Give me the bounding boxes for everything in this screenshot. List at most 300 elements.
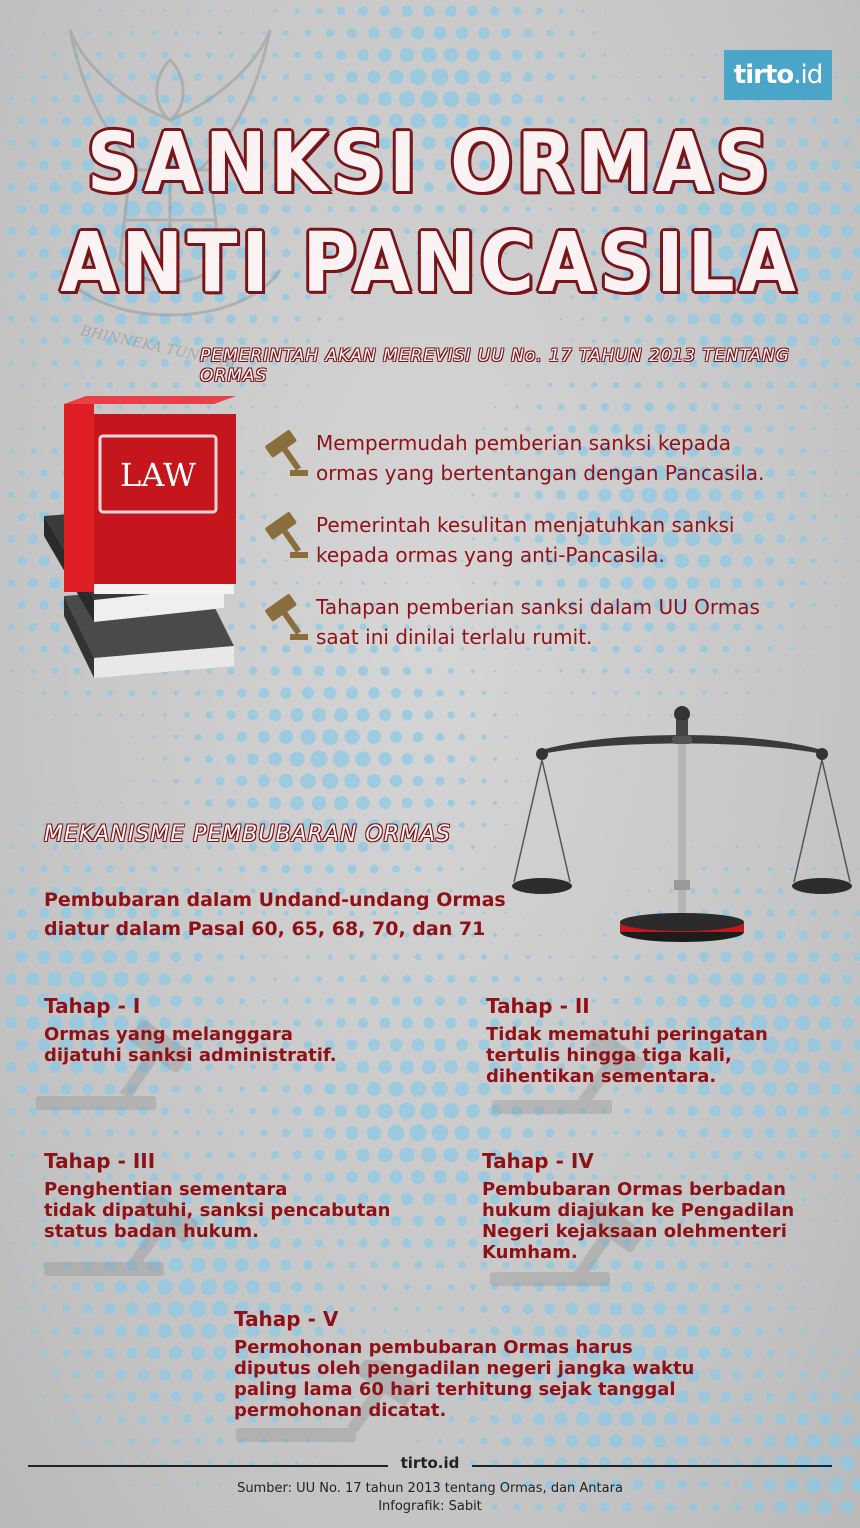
halftone-dot [106,1393,114,1401]
halftone-dot [125,950,138,963]
halftone-dot [731,489,743,501]
halftone-dot [173,1130,179,1136]
halftone-dot [62,865,70,873]
halftone-dot [742,335,753,346]
halftone-dot [712,96,718,102]
halftone-dot [371,954,377,960]
halftone-dot [847,1287,848,1288]
halftone-dot [54,10,56,12]
halftone-dot [22,1441,23,1442]
halftone-dot [31,1241,36,1246]
halftone-dot [410,69,427,86]
halftone-dot [196,867,201,872]
halftone-dot [546,73,554,81]
halftone-dot [592,691,596,695]
halftone-dot [250,1108,256,1114]
halftone-dot [403,975,411,983]
halftone-dot [393,954,400,961]
halftone-dot [470,800,476,806]
halftone-dot [163,713,167,717]
halftone-dot [69,971,85,987]
halftone-dot [8,316,14,322]
halftone-dot [648,54,649,55]
halftone-dot [489,93,502,106]
halftone-dot [358,6,368,16]
halftone-dot [587,1434,600,1447]
halftone-dot [624,668,630,674]
halftone-dot [436,733,445,742]
halftone-dot [413,732,424,743]
stage-4 [482,1149,852,1263]
halftone-dot [19,470,25,476]
halftone-dot [853,1084,860,1093]
halftone-dot [857,868,860,871]
halftone-dot [775,1105,787,1117]
halftone-dot [846,1330,848,1332]
halftone-dot [709,577,720,588]
halftone-dot [568,1129,575,1136]
halftone-dot [87,736,89,738]
halftone-dot [7,1107,14,1114]
footer-source: Sumber: UU No. 17 tahun 2013 tentang Ormas, dan Antara [237,1481,623,1496]
halftone-dot [152,779,155,782]
halftone-dot [841,1413,853,1425]
halftone-dot [580,52,585,57]
halftone-dot [303,1084,313,1094]
halftone-dot [205,975,214,984]
halftone-dot [425,975,433,983]
halftone-dot [20,383,24,387]
stage-desc-line: Permohonan pembubaran Ormas harus [234,1337,633,1358]
halftone-dot [447,975,455,983]
halftone-dot [457,996,466,1005]
halftone-dot [644,402,653,411]
halftone-dot [261,1086,268,1093]
halftone-dot [378,92,392,106]
halftone-dot [538,670,541,673]
halftone-dot [304,73,312,81]
halftone-dot [778,1284,783,1289]
stage-desc-line: Pembubaran Ormas berbadan [482,1179,786,1200]
halftone-dot [581,669,586,674]
halftone-dot [437,866,442,871]
halftone-dot [303,1128,313,1138]
halftone-dot [456,1039,468,1051]
halftone-dot [490,6,500,16]
halftone-dot [852,1435,860,1448]
halftone-dot [306,955,310,959]
halftone-dot [116,1370,126,1380]
reason-item [258,510,848,566]
halftone-dot [367,70,380,83]
halftone-dot [184,800,190,806]
halftone-dot [315,95,324,104]
halftone-dot [769,692,771,694]
halftone-dot [337,1283,344,1290]
halftone-dot [42,383,46,387]
halftone-dot [592,31,596,35]
halftone-dot [230,10,232,12]
halftone-dot [368,687,379,698]
halftone-dot [42,691,46,695]
halftone-dot [96,1416,102,1422]
halftone-dot [400,48,415,63]
halftone-dot [513,7,521,15]
halftone-dot [764,1435,775,1446]
halftone-dot [270,666,279,675]
halftone-dot [348,865,357,874]
halftone-dot [85,1394,92,1401]
halftone-dot [10,54,13,57]
halftone-dot [107,382,113,388]
halftone-dot [168,1301,184,1317]
halftone-dot [557,95,564,102]
halftone-dot [205,711,212,718]
halftone-dot [844,1372,851,1379]
halftone-dot [581,317,585,321]
halftone-dot [10,802,11,803]
halftone-dot [424,798,433,807]
halftone-dot [857,604,858,605]
halftone-dot [514,492,521,499]
halftone-dot [237,776,248,787]
halftone-dot [801,1285,805,1289]
halftone-dot [6,930,16,940]
halftone-dot [226,710,235,719]
halftone-dot [433,26,446,39]
halftone-dot [31,1197,34,1200]
halftone-dot [624,316,631,323]
halftone-dot [21,32,23,34]
halftone-dot [800,492,807,499]
halftone-dot [636,691,640,695]
halftone-dot [753,313,766,326]
halftone-dot [324,1083,335,1094]
halftone-dot [171,1392,182,1403]
halftone-dot [537,405,542,410]
halftone-dot [316,976,322,982]
halftone-dot [829,1434,843,1448]
halftone-dot [171,952,181,962]
halftone-dot [339,581,342,584]
halftone-dot [436,777,445,786]
halftone-dot [129,382,136,389]
halftone-dot [787,1128,797,1138]
halftone-dot [249,667,257,675]
halftone-dot [136,1324,149,1337]
halftone-dot [757,669,761,673]
halftone-dot [624,976,631,983]
halftone-dot [702,691,706,695]
halftone-dot [290,796,304,810]
halftone-dot [755,1415,764,1424]
halftone-dot [312,796,326,810]
halftone-dot [666,974,676,984]
halftone-dot [106,865,114,873]
stage-5 [234,1307,734,1421]
halftone-dot [62,1349,69,1356]
stage-3 [44,1149,454,1242]
halftone-dot [477,70,490,83]
halftone-dot [98,802,101,805]
footer-credit: Infografik: Sabit [378,1499,482,1514]
halftone-dot [845,493,848,496]
halftone-dot [443,1103,459,1119]
halftone-dot [731,313,744,326]
halftone-dot [854,1129,860,1136]
halftone-dot [9,669,13,673]
halftone-dot [169,1346,183,1360]
halftone-dot [94,1326,104,1336]
halftone-dot [327,954,332,959]
halftone-dot [556,490,566,500]
halftone-dot [603,97,607,101]
halftone-dot [163,801,167,805]
halftone-dot [195,690,201,696]
halftone-dot [20,1175,23,1178]
halftone-dot [536,976,541,981]
stage-label: Tahap - I [44,994,141,1018]
halftone-dot [91,971,107,987]
halftone-dot [97,9,100,12]
halftone-dot [64,691,69,696]
halftone-dot [546,29,553,36]
halftone-dot [282,1085,290,1093]
halftone-dot [623,403,632,412]
halftone-dot [744,1305,752,1313]
halftone-dot [103,950,117,964]
halftone-dot [42,1395,46,1399]
halftone-dot [807,1434,822,1449]
halftone-dot [361,581,364,584]
halftone-dot [646,668,652,674]
halftone-dot [777,579,784,586]
halftone-dot [831,1392,841,1402]
halftone-dot [769,32,771,34]
halftone-dot [20,823,23,826]
halftone-dot [279,774,293,788]
halftone-dot [857,428,860,431]
halftone-dot [831,336,840,345]
stage-1 [44,994,444,1066]
halftone-dot [10,406,12,408]
halftone-dot [854,337,860,345]
halftone-dot [248,710,259,721]
halftone-dot [20,75,25,80]
halftone-dot [699,1128,709,1138]
halftone-dot [292,1282,303,1293]
halftone-dot [333,751,350,768]
halftone-dot [302,687,314,699]
halftone-dot [273,977,277,981]
halftone-dot [656,337,664,345]
halftone-dot [401,753,413,765]
halftone-dot [626,98,629,101]
halftone-dot [688,314,699,325]
halftone-dot [217,866,222,871]
halftone-dot [297,495,298,496]
stage-desc-line: dihentikan sementara. [486,1066,717,1087]
halftone-dot [613,338,618,343]
halftone-dot [493,801,497,805]
halftone-dot [549,692,551,694]
logo-sub-text: .id [793,60,823,90]
halftone-dot [787,1392,796,1401]
halftone-dot [10,1374,13,1377]
halftone-dot [778,404,784,410]
halftone-dot [269,1281,281,1293]
halftone-dot [448,668,454,674]
halftone-dot [558,404,564,410]
halftone-dot [250,976,255,981]
halftone-dot [663,487,679,503]
halftone-dot [17,1084,26,1093]
halftone-dot [368,27,379,38]
halftone-dot [324,687,337,700]
halftone-dot [300,729,315,744]
halftone-dot [239,1130,245,1136]
halftone-dot [63,1394,69,1400]
halftone-dot [504,779,507,782]
halftone-dot [349,1262,356,1269]
halftone-dot [732,578,742,588]
halftone-dot [379,709,391,721]
halftone-dot [300,773,316,789]
halftone-dot [690,668,696,674]
halftone-dot [502,1437,511,1446]
halftone-dot [226,798,235,807]
halftone-dot [367,1082,381,1096]
halftone-dot [822,404,827,409]
halftone-dot [129,690,135,696]
halftone-dot [163,757,167,761]
halftone-dot [326,1261,334,1269]
halftone-dot [326,865,335,874]
halftone-dot [658,691,662,695]
halftone-dot [117,1415,124,1422]
halftone-dot [413,776,424,787]
halftone-dot [856,1175,860,1180]
halftone-dot [52,1372,58,1378]
halftone-dot [842,314,852,324]
halftone-dot [73,1371,80,1378]
halftone-dot [75,713,79,717]
halftone-dot [38,951,51,964]
halftone-dot [823,493,828,498]
halftone-dot [81,950,96,965]
halftone-dot [151,866,158,873]
halftone-dot [17,556,26,565]
halftone-dot [104,1303,115,1314]
halftone-dot [315,51,323,59]
halftone-dot [857,516,860,519]
halftone-dot [10,1198,12,1200]
halftone-dot [469,975,477,983]
halftone-dot [591,1130,597,1136]
halftone-dot [743,1436,752,1445]
halftone-dot [445,5,456,16]
halftone-dot [466,92,480,106]
halftone-dot [237,732,248,743]
halftone-dot [392,865,400,873]
halftone-dot [238,689,247,698]
halftone-dot [351,340,353,342]
halftone-dot [260,865,268,873]
halftone-dot [336,666,347,677]
halftone-dot [215,1392,226,1403]
halftone-dot [778,1372,785,1379]
halftone-dot [668,668,674,674]
halftone-dot [85,690,91,696]
halftone-dot [424,710,433,719]
halftone-dot [305,30,312,37]
halftone-dot [557,579,566,588]
halftone-dot [602,316,607,321]
halftone-dot [512,94,523,105]
halftone-dot [797,313,809,325]
halftone-dot [481,954,487,960]
halftone-dot [504,735,507,738]
halftone-dot [731,973,744,986]
halftone-dot [239,866,246,873]
halftone-dot [459,690,465,696]
halftone-dot [776,1414,787,1425]
halftone-dot [459,778,466,785]
halftone-dot [18,601,26,609]
halftone-dot [273,9,277,13]
title-line-1: SANKSI ORMAS [86,116,774,211]
halftone-dot [339,317,342,320]
halftone-dot [379,797,391,809]
halftone-dot [666,314,676,324]
halftone-dot [173,382,179,388]
halftone-dot [670,54,672,56]
halftone-dot [635,1130,641,1136]
halftone-dot [775,313,788,326]
halftone-dot [680,75,684,79]
halftone-dot [205,1415,214,1424]
halftone-dot [711,1283,720,1292]
halftone-dot [9,1329,13,1333]
halftone-dot [626,54,628,56]
halftone-dot [381,975,389,983]
halftone-dot [665,577,678,590]
halftone-dot [455,1082,469,1096]
halftone-dot [251,493,256,498]
halftone-dot [456,27,469,40]
halftone-dot [459,822,465,828]
halftone-dot [41,1306,47,1312]
halftone-dot [785,1434,798,1447]
halftone-dot [516,670,518,672]
halftone-dot [274,494,277,497]
halftone-dot [437,954,444,961]
halftone-dot [226,754,236,764]
halftone-dot [637,76,639,78]
halftone-dot [292,1106,301,1115]
halftone-dot [581,9,585,13]
halftone-dot [345,1126,358,1139]
halftone-dot [447,799,454,806]
halftone-dot [19,866,25,872]
halftone-dot [535,491,543,499]
halftone-dot [702,75,706,79]
halftone-dot [523,1436,533,1446]
halftone-dot [401,5,412,16]
halftone-dot [159,973,171,985]
halftone-dot [458,1261,466,1269]
halftone-dot [797,1105,809,1117]
